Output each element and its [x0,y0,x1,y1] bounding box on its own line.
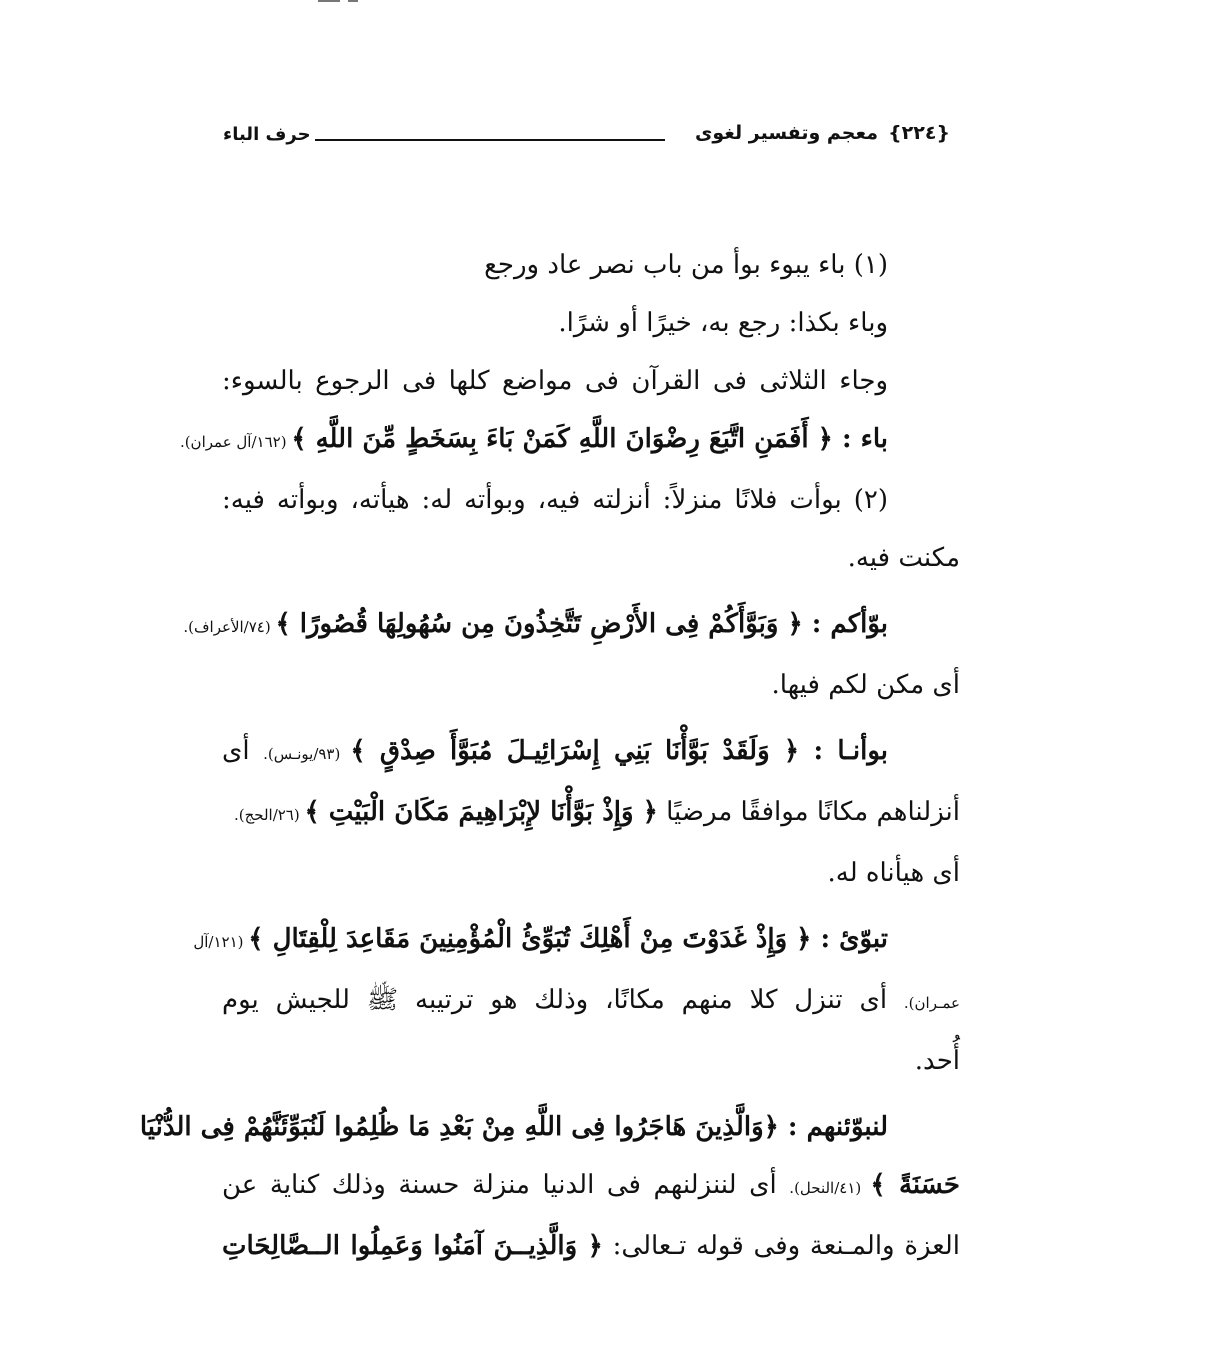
body-text: (١) باء يبوء بوأ من باب نصر عاد ورجع [484,250,888,280]
text-line [222,722,960,783]
quran-verse: ﴿ أَفَمَنِ اتَّبَعَ رِضْوَانَ اللَّهِ كَمَنْ بَاءَ بِسَخَطٍ مِّنَ اللَّهِ ﴾ [291,424,833,454]
paragraph [222,722,960,902]
headword: بوأنـا : [799,736,888,766]
page-number: {٢٢٤} [888,122,950,144]
text-line [222,783,960,844]
body-text: (٢) بوأت فلانًا منزلاً: أنزلته فيه، وبوأته له: هيأته، وبوأته فيه: [222,485,888,515]
body-text: العزة والمـنعة وفى قوله تـعالى: [602,1231,960,1261]
paragraph [183,595,960,714]
quran-verse: ﴿ وَإِذْ غَدَوْتَ مِنْ أَهْلِكَ تُبَوِّئُ الْمُؤْمِنِينَ مَقَاعِدَ لِلْقِتَالِ ﴾ [248,924,812,954]
verse-reference: عمـران). [903,994,960,1012]
body-text: أُحد. [914,1046,960,1076]
scan-mark [318,0,388,3]
text-line [222,656,960,714]
body-text: وباء بكذا: رجع به، خيرًا أو شرًا. [558,308,888,338]
paragraph [139,1098,960,1275]
text-line [222,844,960,902]
text-line [222,971,960,1032]
text-line [193,910,960,971]
quran-verse: حَسَنَةً ﴾ [870,1170,960,1200]
verse-reference: (١٢١/آل [193,933,249,951]
text-line [222,1032,960,1090]
page-body [139,236,960,1275]
headword: بوّأكم : [802,609,888,639]
body-text: وجاء الثلاثى فى القرآن فى مواضع كلها فى الرجوع بالسوء: [222,366,888,396]
text-line [222,1217,960,1275]
verse-reference: (٩٣/يونـس). [263,745,351,763]
text-line [222,471,960,529]
body-text: أى لننزلنهم فى الدنيا منزلة حسنة وذلك كناية عن [222,1170,790,1200]
verse-reference: (٢٦/الحج). [233,806,305,824]
text-line [222,529,960,587]
body-text: أى هيأناه له. [827,858,960,888]
text-line [179,410,960,471]
quran-verse: ﴿ وَإِذْ بَوَّأْنَا لإِبْرَاهِيمَ مَكَانَ الْبَيْتِ ﴾ [304,797,658,827]
paragraph [193,910,960,1090]
headword: تبوّئ : [811,924,888,954]
quran-verse: ﴿ وَالَّذِيــنَ آمَنُوا وَعَمِلُوا الــصَّالِحَاتِ [222,1231,603,1261]
text-line [222,236,960,294]
quran-verse: ﴿ وَبَوَّأَكُمْ فِى الأَرْضِ تَتَّخِذُونَ مِن سُهُولِهَا قُصُورًا ﴾ [275,609,803,639]
body-text: أى تنزل كلا منهم مكانًا، وذلك هو ترتيبه ﷺ للجيش يوم [222,985,904,1015]
paragraph [179,236,960,471]
verse-reference: (١٦٢/آل عمران). [179,433,292,451]
page-header [215,122,950,162]
body-text: أى مكن لكم فيها. [771,670,960,700]
headword: باء : [832,424,888,454]
header-rule [315,139,665,141]
verse-reference: (٧٤/الأعراف). [183,618,276,636]
text-line [222,352,960,410]
book-title: معجم وتفسير لغوى [694,122,878,144]
text-line [222,294,960,352]
paragraph [222,471,960,587]
body-text: أنزلناهم مكانًا موافقًا مرضيًا [657,797,960,827]
headword: لنبوّئنهم : [778,1112,888,1142]
body-text: مكنت فيه. [847,543,960,573]
chapter-name: حرف الباء [223,124,311,145]
body-text: أى [222,736,264,766]
quran-verse: ﴿وَالَّذِينَ هَاجَرُوا فِى اللَّهِ مِنْ بَعْدِ مَا ظُلِمُوا لَنُبَوِّئَنَّهُمْ فِى الدُّنْيَا [139,1112,779,1142]
verse-reference: (٤١/النحل). [789,1179,871,1197]
text-line [222,1156,960,1217]
text-line [139,1098,960,1156]
text-line [183,595,960,656]
quran-verse: ﴿ وَلَقَدْ بَوَّأْنَا بَنِي إِسْرَائِيـلَ مُبَوَّأَ صِدْقٍ ﴾ [350,736,800,766]
